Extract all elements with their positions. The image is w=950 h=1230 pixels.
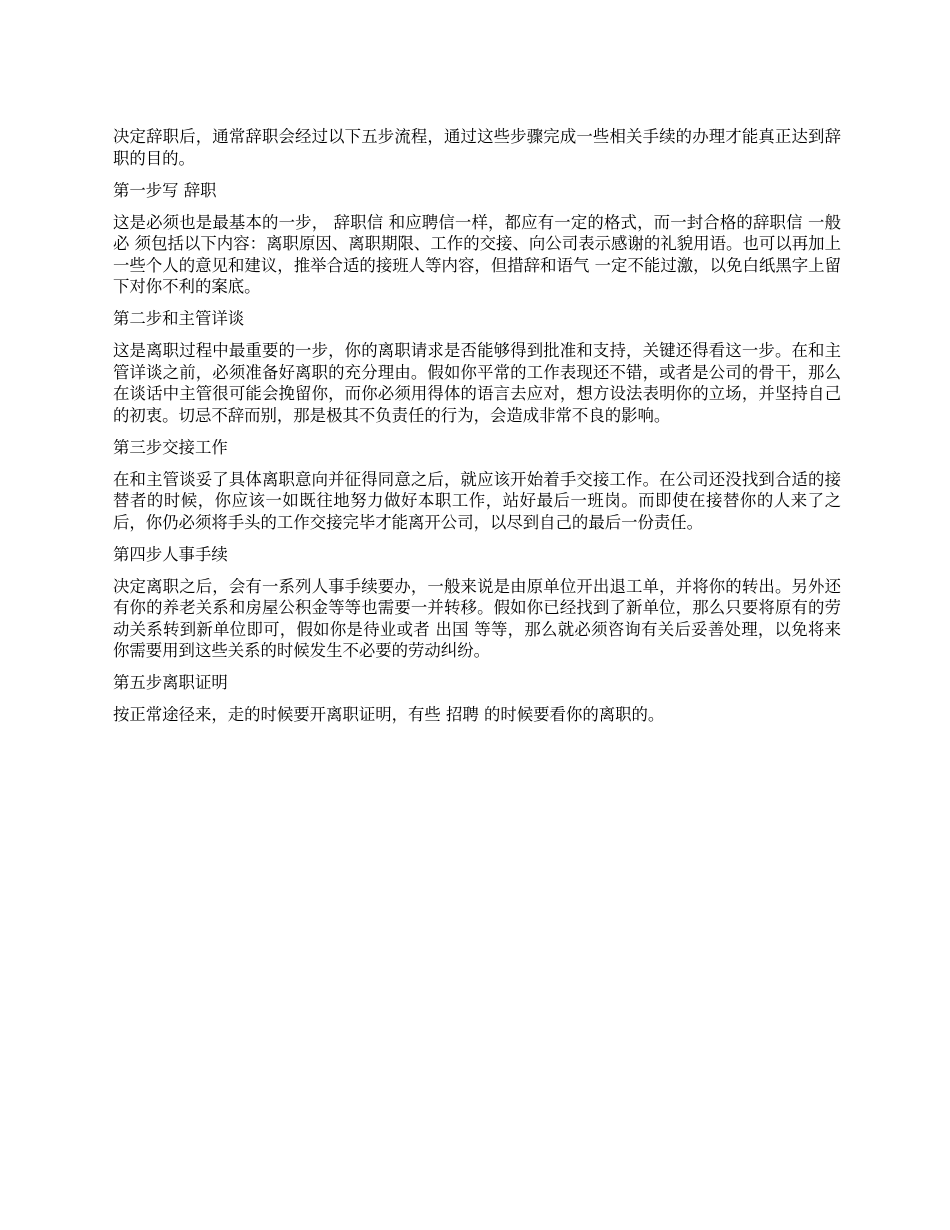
step-3-paragraph: 在和主管谈妥了具体离职意向并征得同意之后，就应该开始着手交接工作。在公司还没找到合适的接替者的时候，你应该一如既往地努力做好本职工作，站好最后一班岗。而即使在接替你的人来了之后，你仍必须将手头的工作交接完毕才能离开公司，以尽到自己的最后一份责任。 — [113, 469, 841, 532]
step-1-paragraph: 这是必须也是最基本的一步， 辞职信 和应聘信一样，都应有一定的格式，而一封合格的辞职信 一般必 须包括以下内容：离职原因、离职期限、工作的交接、向公司表示感谢的礼貌用语。也可以再加上一些个人的意见和建议，推举合适的接班人等内容，但措辞和语气 一定不能过激，以免白纸黑字上留下对你不利的案底。 — [113, 212, 841, 296]
step-4-heading: 第四步人事手续 — [113, 544, 228, 564]
step-4-paragraph: 决定离职之后，会有一系列人事手续要办，一般来说是由原单位开出退工单，并将你的转出。另外还有你的养老关系和房屋公积金等等也需要一并转移。假如你已经找到了新单位，那么只要将原有的劳动关系转到新单位即可，假如你是待业或者 出国 等等，那么就必须咨询有关后妥善处理，以免将来你需要用到这些关系的时候发生不必要的劳动纠纷。 — [113, 576, 841, 660]
step-1-heading: 第一步写 辞职 — [113, 180, 217, 200]
step-5-paragraph: 按正常途径来，走的时候要开离职证明，有些 招聘 的时候要看你的离职的。 — [113, 705, 665, 724]
step-3-heading: 第三步交接工作 — [113, 437, 228, 457]
step-5-heading: 第五步离职证明 — [113, 673, 228, 692]
intro-paragraph: 决定辞职后，通常辞职会经过以下五步流程，通过这些步骤完成一些相关手续的办理才能真正达到辞职的目的。 — [113, 127, 841, 168]
step-2-heading: 第二步和主管详谈 — [113, 309, 245, 328]
document-page — [113, 126, 841, 736]
step-2-paragraph: 这是离职过程中最重要的一步，你的离职请求是否能够得到批准和支持，关键还得看这一步。在和主 管详谈之前，必须准备好离职的充分理由。假如你平常的工作表现还不错，或者是公司的骨干，那么在谈话中主管很可能会挽留你，而你必须用得体的语言去应对，想方设法表明你的立场，并坚持自己的初衷。切忌不辞而别，那是极其不负责任的行为，会造成非常不良的影响。 — [113, 341, 841, 425]
